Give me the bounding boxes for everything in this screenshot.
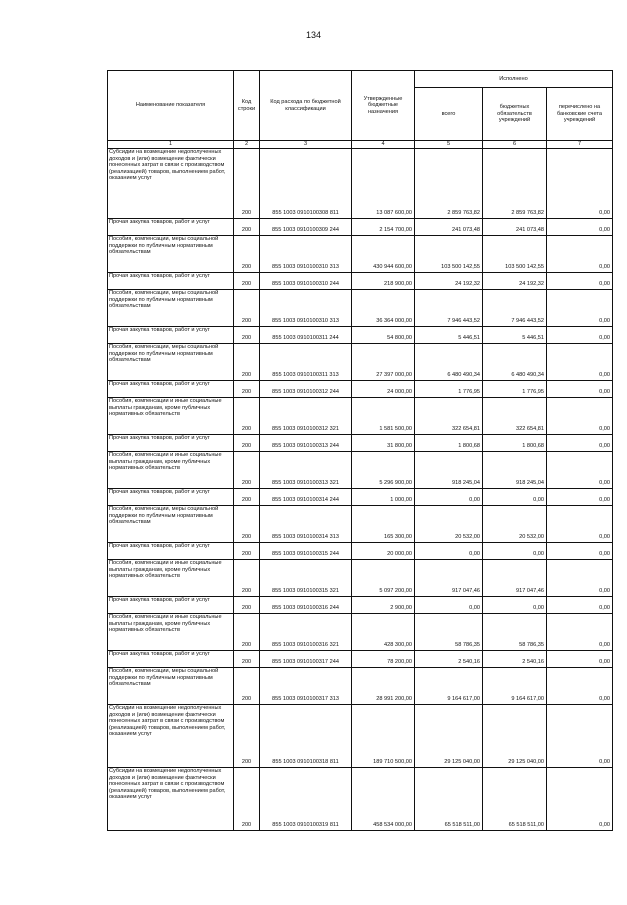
row-total: 7 946 443,52 — [415, 290, 483, 327]
row-total: 241 073,48 — [415, 219, 483, 236]
header-name: Наименование показателя — [108, 71, 234, 141]
row-institutions: 9 164 617,00 — [483, 668, 547, 705]
row-total: 20 532,00 — [415, 506, 483, 543]
row-institutions: 322 654,81 — [483, 398, 547, 435]
column-number: 3 — [260, 141, 352, 149]
row-transferred: 0,00 — [547, 560, 613, 597]
table-row — [108, 705, 613, 768]
row-institutions: 241 073,48 — [483, 219, 547, 236]
row-class-code: 855 1003 0910100308 811 — [260, 149, 352, 219]
row-class-code: 855 1003 0910100315 244 — [260, 543, 352, 560]
row-name: Прочая закупка товаров, работ и услуг — [108, 489, 234, 506]
table-row — [108, 236, 613, 273]
row-line-code: 200 — [234, 290, 260, 327]
row-institutions: 0,00 — [483, 597, 547, 614]
row-name: Пособия, компенсации, меры социальной поддержки по публичным нормативным обязательствам — [108, 668, 234, 705]
row-approved: 20 000,00 — [352, 543, 415, 560]
row-transferred: 0,00 — [547, 452, 613, 489]
row-line-code: 200 — [234, 668, 260, 705]
row-approved: 13 087 600,00 — [352, 149, 415, 219]
row-approved: 218 900,00 — [352, 273, 415, 290]
row-transferred: 0,00 — [547, 398, 613, 435]
row-name: Прочая закупка товаров, работ и услуг — [108, 597, 234, 614]
table-row — [108, 273, 613, 290]
row-name: Прочая закупка товаров, работ и услуг — [108, 543, 234, 560]
column-number: 4 — [352, 141, 415, 149]
row-approved: 1 581 500,00 — [352, 398, 415, 435]
row-approved: 2 154 700,00 — [352, 219, 415, 236]
row-name: Субсидии на возмещение недополученных доходов и (или) возмещение фактически понесенных затрат в связи с производством (реализацией) товаров, выполнением работ, оказанием услуг — [108, 705, 234, 768]
row-transferred: 0,00 — [547, 219, 613, 236]
row-class-code: 855 1003 0910100319 811 — [260, 768, 352, 831]
column-number: 1 — [108, 141, 234, 149]
table-row — [108, 651, 613, 668]
row-total: 9 164 617,00 — [415, 668, 483, 705]
row-line-code: 200 — [234, 344, 260, 381]
row-institutions: 103 500 142,55 — [483, 236, 547, 273]
row-approved: 28 991 200,00 — [352, 668, 415, 705]
row-name: Прочая закупка товаров, работ и услуг — [108, 651, 234, 668]
row-name: Прочая закупка товаров, работ и услуг — [108, 219, 234, 236]
table-row — [108, 543, 613, 560]
row-transferred: 0,00 — [547, 543, 613, 560]
row-class-code: 855 1003 0910100310 244 — [260, 273, 352, 290]
row-institutions: 1 776,95 — [483, 381, 547, 398]
row-institutions: 5 446,51 — [483, 327, 547, 344]
row-transferred: 0,00 — [547, 290, 613, 327]
row-name: Субсидии на возмещение недополученных доходов и (или) возмещение фактически понесенных затрат в связи с производством (реализацией) товаров, выполнением работ, оказанием услуг — [108, 768, 234, 831]
row-approved: 5 296 900,00 — [352, 452, 415, 489]
row-total: 0,00 — [415, 489, 483, 506]
row-class-code: 855 1003 0910100310 313 — [260, 290, 352, 327]
row-line-code: 200 — [234, 560, 260, 597]
row-line-code: 200 — [234, 489, 260, 506]
row-approved: 31 800,00 — [352, 435, 415, 452]
row-transferred: 0,00 — [547, 705, 613, 768]
column-number: 2 — [234, 141, 260, 149]
row-institutions: 1 800,68 — [483, 435, 547, 452]
table-row — [108, 668, 613, 705]
row-name: Прочая закупка товаров, работ и услуг — [108, 273, 234, 290]
row-institutions: 58 786,35 — [483, 614, 547, 651]
table-row — [108, 290, 613, 327]
row-total: 2 859 763,82 — [415, 149, 483, 219]
table-row — [108, 614, 613, 651]
header-line-code: Код строки — [234, 71, 260, 141]
row-transferred: 0,00 — [547, 489, 613, 506]
row-line-code: 200 — [234, 651, 260, 668]
row-total: 65 518 511,00 — [415, 768, 483, 831]
row-institutions: 20 532,00 — [483, 506, 547, 543]
row-class-code: 855 1003 0910100309 244 — [260, 219, 352, 236]
row-class-code: 855 1003 0910100317 313 — [260, 668, 352, 705]
table-row — [108, 489, 613, 506]
row-total: 0,00 — [415, 597, 483, 614]
row-class-code: 855 1003 0910100316 321 — [260, 614, 352, 651]
row-approved: 458 534 000,00 — [352, 768, 415, 831]
row-institutions: 6 480 490,34 — [483, 344, 547, 381]
row-approved: 5 097 200,00 — [352, 560, 415, 597]
row-institutions: 7 946 443,52 — [483, 290, 547, 327]
header-class-code: Код расхода по бюджетной классификации — [260, 71, 352, 141]
row-total: 103 500 142,55 — [415, 236, 483, 273]
row-line-code: 200 — [234, 452, 260, 489]
row-transferred: 0,00 — [547, 435, 613, 452]
page-number: 134 — [305, 30, 322, 40]
row-approved: 27 397 000,00 — [352, 344, 415, 381]
row-line-code: 200 — [234, 273, 260, 290]
table-row — [108, 344, 613, 381]
table-row — [108, 560, 613, 597]
row-class-code: 855 1003 0910100314 313 — [260, 506, 352, 543]
row-transferred: 0,00 — [547, 651, 613, 668]
row-class-code: 855 1003 0910100311 313 — [260, 344, 352, 381]
table-row — [108, 768, 613, 831]
row-line-code: 200 — [234, 236, 260, 273]
row-transferred: 0,00 — [547, 506, 613, 543]
row-approved: 428 300,00 — [352, 614, 415, 651]
report-table-wrapper — [107, 70, 612, 831]
row-approved: 430 944 600,00 — [352, 236, 415, 273]
row-total: 1 776,95 — [415, 381, 483, 398]
row-line-code: 200 — [234, 705, 260, 768]
row-transferred: 0,00 — [547, 381, 613, 398]
row-name: Прочая закупка товаров, работ и услуг — [108, 435, 234, 452]
row-name: Субсидии на возмещение недополученных доходов и (или) возмещение фактически понесенных затрат в связи с производством (реализацией) товаров, выполнением работ, оказанием услуг — [108, 149, 234, 219]
row-total: 2 540,16 — [415, 651, 483, 668]
table-row — [108, 452, 613, 489]
header-approved: Утвержденные бюджетные назначения — [352, 71, 415, 141]
column-number: 7 — [547, 141, 613, 149]
row-approved: 1 000,00 — [352, 489, 415, 506]
row-approved: 189 710 500,00 — [352, 705, 415, 768]
row-class-code: 855 1003 0910100310 313 — [260, 236, 352, 273]
row-line-code: 200 — [234, 327, 260, 344]
row-transferred: 0,00 — [547, 149, 613, 219]
row-institutions: 29 125 040,00 — [483, 705, 547, 768]
row-class-code: 855 1003 0910100315 321 — [260, 560, 352, 597]
row-institutions: 918 245,04 — [483, 452, 547, 489]
row-institutions: 24 192,32 — [483, 273, 547, 290]
column-number: 6 — [483, 141, 547, 149]
row-name: Пособия, компенсации и иные социальные выплаты гражданам, кроме публичных нормативных обязательств — [108, 560, 234, 597]
row-line-code: 200 — [234, 435, 260, 452]
row-class-code: 855 1003 0910100316 244 — [260, 597, 352, 614]
row-total: 5 446,51 — [415, 327, 483, 344]
row-approved: 54 800,00 — [352, 327, 415, 344]
row-name: Пособия, компенсации, меры социальной поддержки по публичным нормативным обязательствам — [108, 236, 234, 273]
column-number: 5 — [415, 141, 483, 149]
row-line-code: 200 — [234, 219, 260, 236]
row-total: 58 786,35 — [415, 614, 483, 651]
row-class-code: 855 1003 0910100314 244 — [260, 489, 352, 506]
table-row — [108, 398, 613, 435]
row-institutions: 2 540,16 — [483, 651, 547, 668]
row-total: 6 480 490,34 — [415, 344, 483, 381]
row-transferred: 0,00 — [547, 614, 613, 651]
row-transferred: 0,00 — [547, 668, 613, 705]
row-total: 24 192,32 — [415, 273, 483, 290]
row-line-code: 200 — [234, 614, 260, 651]
header-institutions: бюджетных обязательств учреждений — [483, 88, 547, 141]
row-line-code: 200 — [234, 768, 260, 831]
header-transferred: перечислено на банковские счета учреждений — [547, 88, 613, 141]
row-name: Прочая закупка товаров, работ и услуг — [108, 327, 234, 344]
row-line-code: 200 — [234, 506, 260, 543]
table-row — [108, 219, 613, 236]
table-row — [108, 327, 613, 344]
row-approved: 165 300,00 — [352, 506, 415, 543]
row-approved: 2 900,00 — [352, 597, 415, 614]
row-line-code: 200 — [234, 597, 260, 614]
row-approved: 36 364 000,00 — [352, 290, 415, 327]
table-row — [108, 381, 613, 398]
row-transferred: 0,00 — [547, 236, 613, 273]
row-class-code: 855 1003 0910100313 321 — [260, 452, 352, 489]
row-class-code: 855 1003 0910100311 244 — [260, 327, 352, 344]
row-transferred: 0,00 — [547, 597, 613, 614]
row-transferred: 0,00 — [547, 344, 613, 381]
row-transferred: 0,00 — [547, 327, 613, 344]
row-transferred: 0,00 — [547, 768, 613, 831]
row-line-code: 200 — [234, 543, 260, 560]
row-name: Пособия, компенсации и иные социальные выплаты гражданам, кроме публичных нормативных обязательств — [108, 614, 234, 651]
row-institutions: 0,00 — [483, 543, 547, 560]
row-total: 0,00 — [415, 543, 483, 560]
row-approved: 24 000,00 — [352, 381, 415, 398]
row-class-code: 855 1003 0910100312 321 — [260, 398, 352, 435]
row-class-code: 855 1003 0910100313 244 — [260, 435, 352, 452]
row-institutions: 65 518 511,00 — [483, 768, 547, 831]
row-approved: 78 200,00 — [352, 651, 415, 668]
row-total: 29 125 040,00 — [415, 705, 483, 768]
table-row — [108, 149, 613, 219]
row-name: Пособия, компенсации и иные социальные выплаты гражданам, кроме публичных нормативных обязательств — [108, 398, 234, 435]
report-table — [107, 70, 613, 831]
row-total: 918 245,04 — [415, 452, 483, 489]
row-total: 917 047,46 — [415, 560, 483, 597]
row-line-code: 200 — [234, 381, 260, 398]
row-class-code: 855 1003 0910100318 811 — [260, 705, 352, 768]
row-transferred: 0,00 — [547, 273, 613, 290]
table-row — [108, 506, 613, 543]
row-institutions: 917 047,46 — [483, 560, 547, 597]
row-name: Пособия, компенсации и иные социальные выплаты гражданам, кроме публичных нормативных обязательств — [108, 452, 234, 489]
row-institutions: 2 859 763,82 — [483, 149, 547, 219]
row-total: 1 800,68 — [415, 435, 483, 452]
row-name: Пособия, компенсации, меры социальной поддержки по публичным нормативным обязательствам — [108, 290, 234, 327]
row-name: Пособия, компенсации, меры социальной поддержки по публичным нормативным обязательствам — [108, 506, 234, 543]
row-class-code: 855 1003 0910100312 244 — [260, 381, 352, 398]
row-class-code: 855 1003 0910100317 244 — [260, 651, 352, 668]
row-line-code: 200 — [234, 398, 260, 435]
row-institutions: 0,00 — [483, 489, 547, 506]
table-row — [108, 597, 613, 614]
table-row — [108, 435, 613, 452]
header-executed: Исполнено — [415, 71, 613, 88]
table-body — [108, 149, 613, 831]
row-line-code: 200 — [234, 149, 260, 219]
row-name: Прочая закупка товаров, работ и услуг — [108, 381, 234, 398]
header-total: всего — [415, 88, 483, 141]
row-name: Пособия, компенсации, меры социальной поддержки по публичным нормативным обязательствам — [108, 344, 234, 381]
row-total: 322 654,81 — [415, 398, 483, 435]
